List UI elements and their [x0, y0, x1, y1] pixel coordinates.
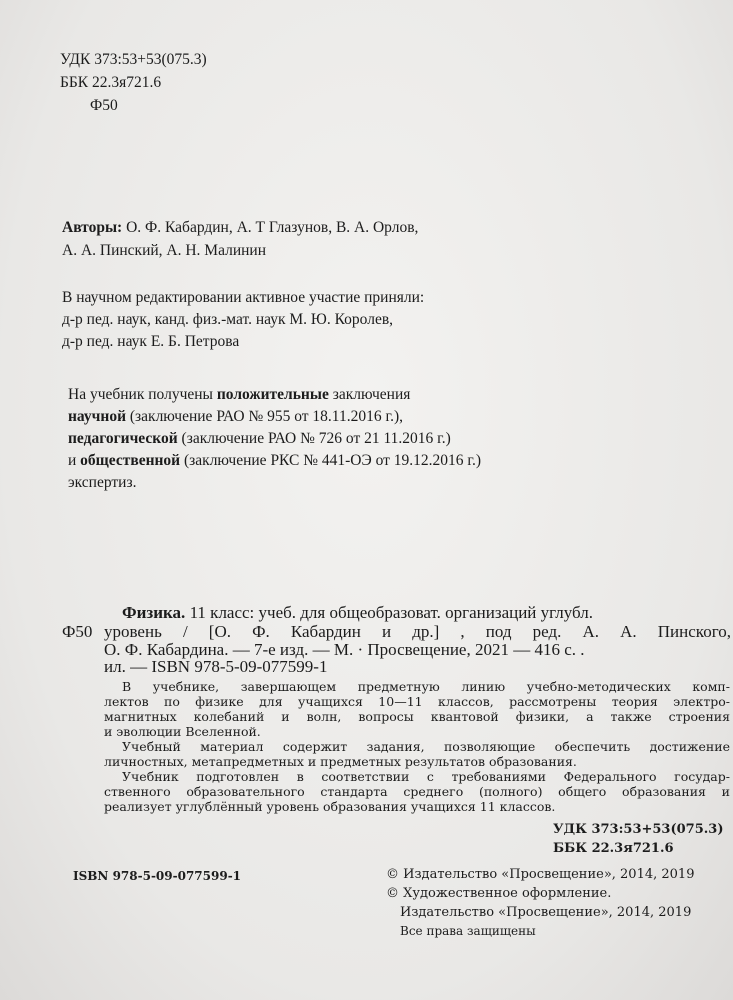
bbk-code-bottom: ББК 22.3я721.6	[553, 841, 674, 856]
abstract-p3-line-2: ственного образовательного стандарта среднего (полного) общего образования и	[104, 784, 730, 799]
text: (заключение РАО № 955 от 18.11.2016 г.),	[126, 408, 403, 425]
abstract-p2-line-2: личностных, метапредметных и предметных результатов образования.	[104, 754, 577, 769]
text: заключения	[328, 386, 411, 403]
catalog-line-3: О. Ф. Кабардина. — 7-е изд. — М. · Просвещение, 2021 — 416 с. .	[104, 640, 585, 659]
udk-code-bottom: УДК 373:53+53(075.3)	[553, 822, 724, 837]
expertise-line-3	[68, 431, 451, 447]
expertise-line-2	[68, 409, 403, 425]
catalog-line-2: уровень / [О. Ф. Кабардин и др.] , под ред. А. А. Пинского,	[104, 622, 731, 641]
editing-line-2: д-р пед. наук, канд. физ.-мат. наук М. Ю. Королев,	[62, 311, 394, 328]
text: 11 класс: учеб. для общеобразоват. организаций углубл.	[185, 603, 593, 622]
text: (заключение РАО № 726 от 21 11.2016 г.)	[177, 430, 451, 447]
bbk-code-top: ББК 22.3я721.6	[60, 74, 162, 91]
expertise-line-4	[68, 453, 481, 469]
authors-names: О. Ф. Кабардин, А. Т Глазунов, В. А. Орлов,	[126, 219, 419, 236]
udk-code-top: УДК 373:53+53(075.3)	[60, 51, 207, 68]
authors-line-2: А. А. Пинский, А. Н. Малинин	[62, 242, 267, 259]
editing-line-1: В научном редактировании активное участие приняли:	[62, 289, 425, 306]
cutter-code-top: Ф50	[90, 97, 118, 114]
expertise-line-1	[68, 387, 410, 403]
text: (заключение РКС № 441-ОЭ от 19.12.2016 г.)	[180, 452, 482, 469]
abstract-p3-line-1: Учебник подготовлен в соответствии с требованиями Федерального государ-	[122, 769, 730, 784]
catalog-line-4: ил. — ISBN 978-5-09-077599-1	[104, 657, 328, 676]
abstract-p2-line-1: Учебный материал содержит задания, позволяющие обеспечить достижение	[122, 739, 730, 754]
abstract-p1-line-3: магнитных колебаний и волн, вопросы квантовой физики, а также строения	[104, 709, 730, 724]
expertise-line-5: экспертиз.	[68, 474, 137, 491]
text: и	[68, 452, 81, 469]
abstract-p3-line-3: реализует углублённый уровень образования учащихся 11 классов.	[104, 799, 556, 814]
bold-text: педагогической	[68, 430, 178, 447]
copyright-line-3: Издательство «Просвещение», 2014, 2019	[400, 905, 692, 920]
bold-text: общественной	[80, 452, 181, 469]
authors-label: Авторы:	[62, 219, 123, 236]
catalog-title: Физика.	[122, 603, 186, 622]
abstract-p1-line-1: В учебнике, завершающем предметную линию учебно-методических комп-	[122, 679, 730, 694]
editing-line-3: д-р пед. наук Е. Б. Петрова	[62, 333, 240, 350]
copyright-line-4: Все права защищены	[400, 924, 536, 938]
abstract-p1-line-4: и эволюции Вселенной.	[104, 724, 261, 739]
catalog-line-1	[122, 604, 593, 621]
abstract-p1-line-2: лектов по физике для учащихся 10—11 классов, рассмотрены теория электро-	[104, 694, 730, 709]
isbn: ISBN 978-5-09-077599-1	[73, 869, 242, 883]
bold-text: научной	[68, 408, 126, 425]
authors-line-1	[62, 220, 418, 236]
bold-text: положительные	[216, 386, 329, 403]
text: На учебник получены	[68, 386, 217, 403]
catalog-cutter: Ф50	[62, 622, 93, 641]
copyright-line-2: © Художественное оформление.	[386, 886, 612, 901]
copyright-line-1: © Издательство «Просвещение», 2014, 2019	[386, 867, 695, 882]
